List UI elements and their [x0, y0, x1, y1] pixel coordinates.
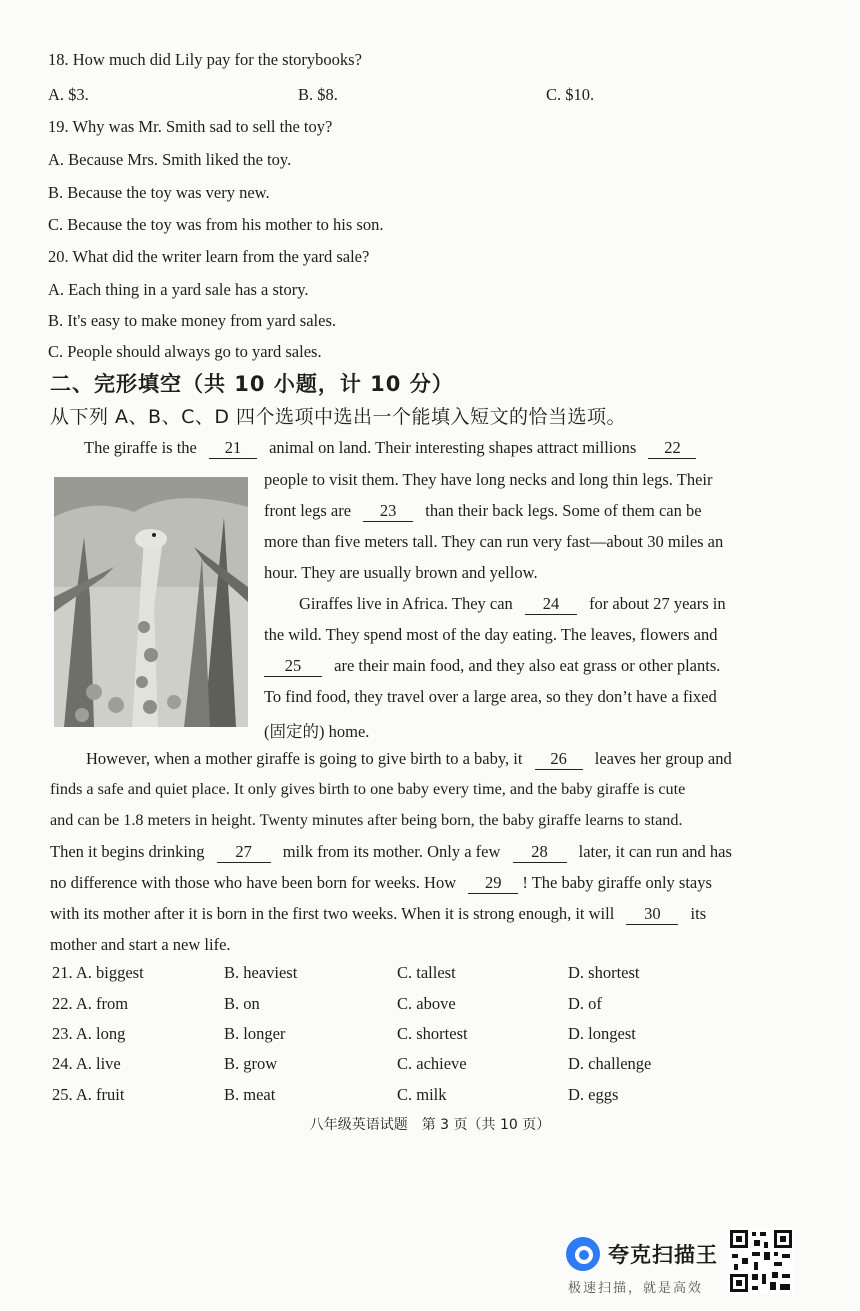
passage-line: [299, 594, 726, 615]
passage-text: later, it can run and has: [578, 842, 732, 861]
question-19-stem: 19. Why was Mr. Smith sad to sell the toy?: [48, 117, 333, 136]
passage-line: [84, 438, 696, 459]
option-d: D. challenge: [568, 1054, 652, 1073]
option-c: C. shortest: [397, 1024, 468, 1043]
blank-24: 24: [525, 594, 577, 615]
option-a: 21. A. biggest: [52, 963, 144, 982]
passage-text: its: [690, 904, 707, 923]
brand-name: 夸克扫描王: [608, 1243, 718, 1267]
question-20-option-c: C. People should always go to yard sales.: [48, 342, 322, 361]
passage-line: (固定的) home.: [264, 722, 370, 741]
blank-25: 25: [264, 656, 322, 677]
option-a: 24. A. live: [52, 1054, 121, 1073]
option-c: C. achieve: [397, 1054, 467, 1073]
blank-26: 26: [535, 749, 583, 770]
qr-code-icon: [728, 1228, 794, 1294]
blank-23: 23: [363, 501, 413, 522]
option-c: C. above: [397, 994, 456, 1013]
option-d: D. of: [568, 994, 602, 1013]
brand-slogan: 极速扫描，就是高效: [568, 1281, 704, 1296]
option-b: B. $8.: [298, 85, 338, 104]
passage-line: mother and start a new life.: [50, 935, 231, 954]
passage-text: than their back legs. Some of them can be: [425, 501, 702, 520]
section-title: 二、完形填空（共 10 小题，计 10 分）: [50, 372, 454, 396]
option-b: B. heaviest: [224, 963, 298, 982]
question-20-option-b: B. It's easy to make money from yard sales.: [48, 311, 336, 330]
passage-text: are their main food, and they also eat grass or other plants.: [334, 656, 721, 675]
section-instruction: 从下列 A、B、C、D 四个选项中选出一个能填入短文的恰当选项。: [50, 406, 627, 428]
question-19-option-c: C. Because the toy was from his mother to his son.: [48, 215, 384, 234]
blank-22: 22: [648, 438, 696, 459]
options-24: [0, 1054, 860, 1076]
passage-line: finds a safe and quiet place. It only gives birth to one baby every time, and the baby giraffe is cute: [50, 780, 686, 798]
scanner-watermark: [566, 1235, 726, 1295]
passage-line: To find food, they travel over a large area, so they don’t have a fixed: [264, 687, 717, 706]
options-22: [0, 994, 860, 1016]
passage-line: and can be 1.8 meters in height. Twenty minutes after being born, the baby giraffe learns to stand.: [50, 811, 683, 829]
passage-text: milk from its mother. Only a few: [282, 842, 501, 861]
passage-line: more than five meters tall. They can run very fast—about 30 miles an: [264, 532, 724, 551]
passage-text: no difference with those who have been born for weeks. How: [50, 873, 457, 892]
question-19-option-b: B. Because the toy was very new.: [48, 183, 270, 202]
passage-line: [50, 873, 712, 894]
option-b: B. longer: [224, 1024, 286, 1043]
page-footer: 八年级英语试题 第 3 页（共 10 页）: [309, 1117, 551, 1133]
blank-21: 21: [209, 438, 257, 459]
options-25: [0, 1085, 860, 1107]
passage-text: for about 27 years in: [589, 594, 726, 613]
question-19-option-a: A. Because Mrs. Smith liked the toy.: [48, 150, 292, 169]
passage-text: Giraffes live in Africa. They can: [299, 594, 513, 613]
passage-line: people to visit them. They have long necks and long thin legs. Their: [264, 470, 713, 489]
giraffe-illustration: [54, 477, 248, 727]
question-18-options: [0, 85, 860, 107]
quark-logo-icon: [566, 1237, 600, 1271]
question-20-option-a: A. Each thing in a yard sale has a story.: [48, 280, 309, 299]
option-b: B. meat: [224, 1085, 276, 1104]
option-c: C. tallest: [397, 963, 456, 982]
option-d: D. eggs: [568, 1085, 619, 1104]
passage-text: The giraffe is the: [84, 438, 197, 457]
passage-text: ! The baby giraffe only stays: [522, 873, 712, 892]
blank-29: 29: [468, 873, 518, 894]
passage-line: hour. They are usually brown and yellow.: [264, 563, 538, 582]
passage-line: [50, 842, 732, 863]
passage-line: [264, 656, 720, 677]
passage-text: However, when a mother giraffe is going to give birth to a baby, it: [86, 749, 523, 768]
option-a: 23. A. long: [52, 1024, 126, 1043]
giraffe-drawing: [54, 477, 248, 727]
options-23: [0, 1024, 860, 1046]
option-a: A. $3.: [48, 85, 89, 104]
option-d: D. shortest: [568, 963, 640, 982]
option-c: C. milk: [397, 1085, 447, 1104]
option-c: C. $10.: [546, 85, 595, 104]
passage-line: the wild. They spend most of the day eating. The leaves, flowers and: [264, 625, 718, 644]
question-18-stem: 18. How much did Lily pay for the storybooks?: [48, 50, 362, 69]
question-20-stem: 20. What did the writer learn from the yard sale?: [48, 247, 370, 266]
passage-line: [50, 904, 706, 925]
passage-text: animal on land. Their interesting shapes attract millions: [269, 438, 637, 457]
option-d: D. longest: [568, 1024, 636, 1043]
passage-text: leaves her group and: [594, 749, 732, 768]
option-a: 22. A. from: [52, 994, 129, 1013]
passage-line: [86, 749, 732, 770]
options-21: [0, 963, 860, 985]
blank-27: 27: [217, 842, 271, 863]
option-a: 25. A. fruit: [52, 1085, 125, 1104]
blank-28: 28: [513, 842, 567, 863]
passage-text: front legs are: [264, 501, 352, 520]
blank-30: 30: [626, 904, 678, 925]
option-b: B. grow: [224, 1054, 278, 1073]
option-b: B. on: [224, 994, 260, 1013]
passage-line: [264, 501, 702, 522]
passage-text: Then it begins drinking: [50, 842, 205, 861]
passage-text: with its mother after it is born in the first two weeks. When it is strong enough, it will: [50, 904, 615, 923]
